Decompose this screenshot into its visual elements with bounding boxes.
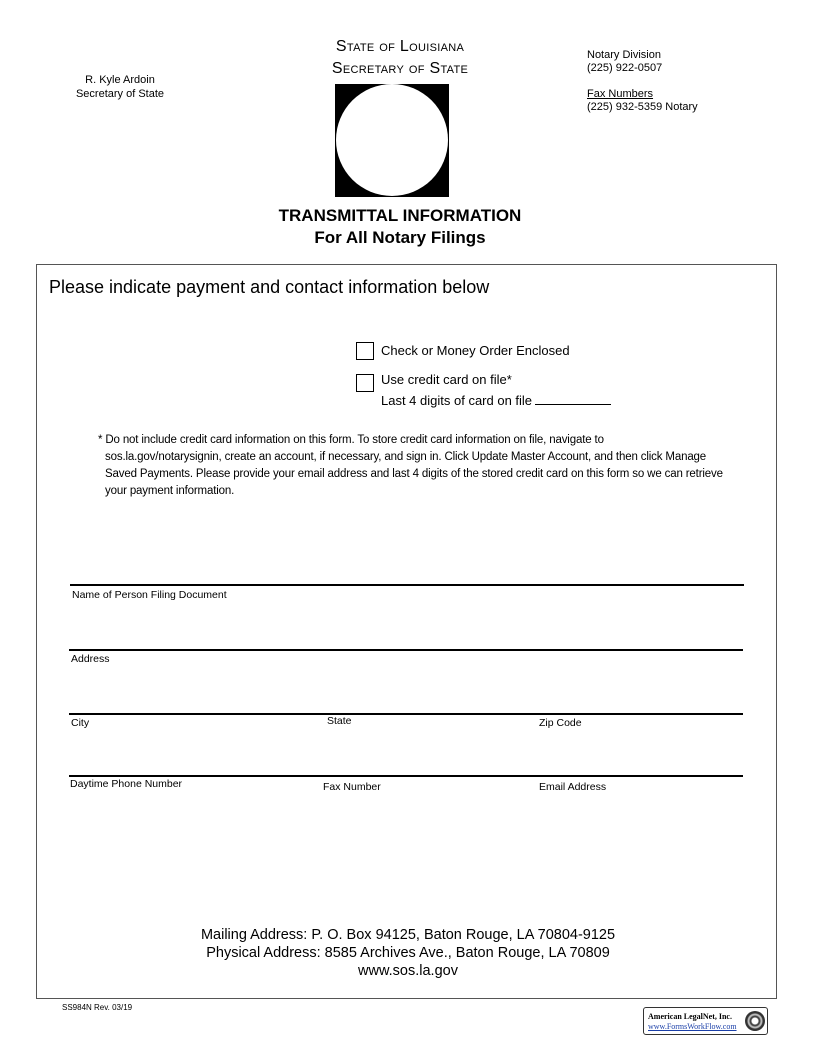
- publisher-logo-icon: [745, 1011, 765, 1031]
- state-heading: [250, 36, 550, 80]
- address-field-line[interactable]: [69, 649, 743, 651]
- title-line-1: TRANSMITTAL INFORMATION: [278, 206, 522, 225]
- city-state-zip-line[interactable]: [69, 713, 743, 715]
- publisher-name: American LegalNet, Inc.: [648, 1012, 732, 1021]
- division-name: Notary Division: [587, 49, 661, 61]
- credit-card-checkbox[interactable]: [356, 374, 374, 392]
- last4-input[interactable]: [535, 392, 611, 405]
- state-seal-icon: [335, 84, 449, 197]
- form-number: SS984N Rev. 03/19: [62, 1003, 133, 1012]
- mailing-address: Mailing Address: P. O. Box 94125, Baton Rouge, LA 70804-9125: [200, 927, 616, 943]
- footer-addresses: [150, 926, 666, 980]
- document-title: [200, 205, 600, 249]
- email-field-label: Email Address: [539, 781, 607, 793]
- fax-field-label: Fax Number: [323, 781, 381, 793]
- fax-heading: Fax Numbers: [587, 88, 654, 100]
- zip-field-label: Zip Code: [539, 717, 582, 729]
- phone-field-label: Daytime Phone Number: [70, 778, 183, 790]
- check-money-order-label: Check or Money Order Enclosed: [381, 343, 570, 358]
- city-field-label: City: [71, 717, 90, 729]
- website-link[interactable]: www.sos.la.gov: [358, 963, 458, 979]
- note-body: sos.la.gov/notarysignin, create an account, if necessary, and sign in. Click Update Master Account, and then click Manage Saved Payments. Please provide your email address and last 4 digits of the stored credit card on this form so we can retrieve your payment information.: [105, 451, 723, 497]
- seal-circle: [336, 84, 448, 196]
- form-instructions: Please indicate payment and contact information below: [49, 277, 490, 297]
- contact-block: [587, 49, 698, 114]
- office-line: Secretary of State: [331, 60, 469, 77]
- official-name: R. Kyle Ardoin: [85, 74, 155, 86]
- physical-address: Physical Address: 8585 Archives Ave., Baton Rouge, LA 70809: [206, 945, 610, 961]
- publisher-badge[interactable]: [643, 1007, 768, 1035]
- credit-card-label: Use credit card on file*: [381, 372, 512, 387]
- phone-fax-email-line[interactable]: [69, 775, 743, 777]
- official-title: Secretary of State: [75, 88, 165, 100]
- credit-card-note: [98, 432, 738, 500]
- note-first-line: * Do not include credit card information on this form. To store credit card information on file, navigate to: [98, 434, 604, 446]
- last4-label: Last 4 digits of card on file: [381, 393, 533, 408]
- address-field-label: Address: [71, 653, 110, 665]
- name-field-line[interactable]: [70, 584, 744, 586]
- official-block: [55, 73, 185, 101]
- state-field-label: State: [327, 715, 352, 727]
- fax-number: (225) 932-5359 Notary: [587, 101, 698, 113]
- state-line: State of Louisiana: [335, 38, 465, 55]
- division-phone: (225) 922-0507: [587, 62, 663, 74]
- name-field-label: Name of Person Filing Document: [72, 589, 227, 601]
- publisher-url[interactable]: www.FormsWorkFlow.com: [648, 1022, 737, 1031]
- last4-row: [381, 392, 611, 408]
- check-money-order-checkbox[interactable]: [356, 342, 374, 360]
- title-line-2: For All Notary Filings: [314, 228, 486, 247]
